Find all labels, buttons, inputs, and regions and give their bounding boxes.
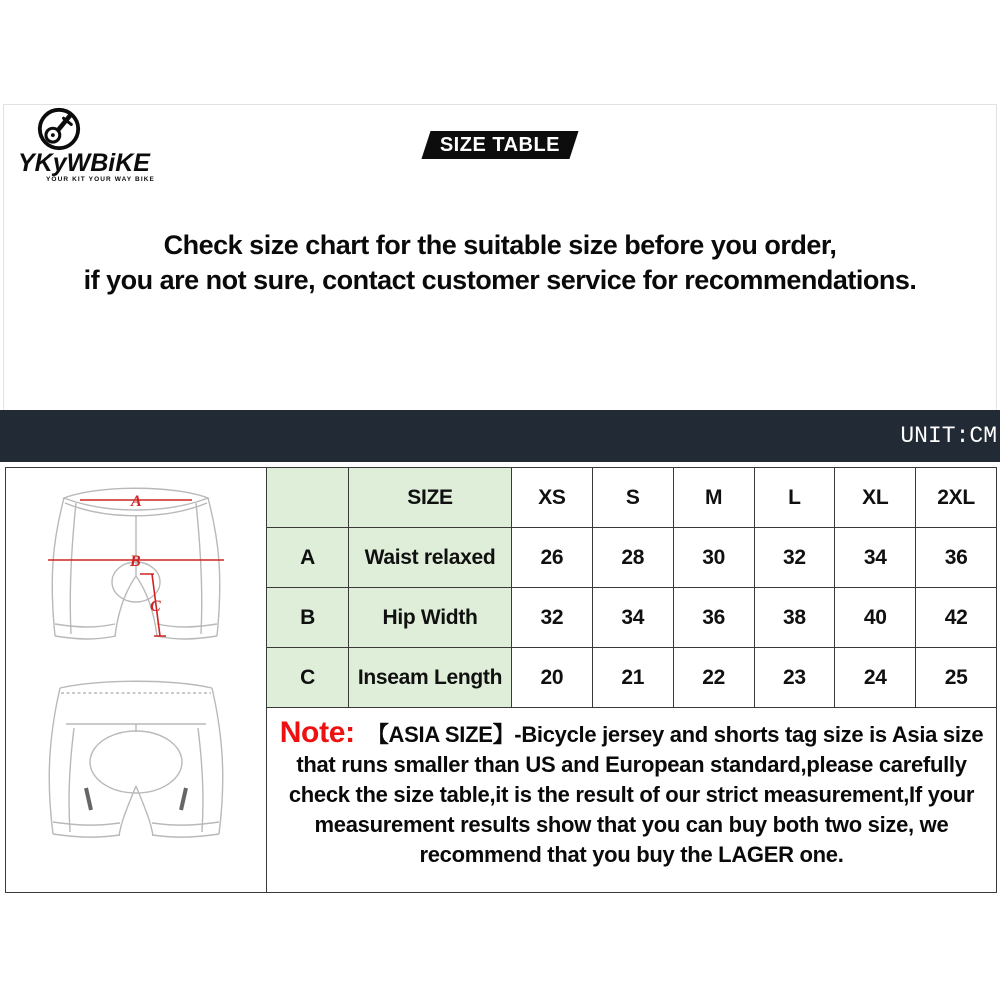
table-cell: 22: [674, 648, 754, 707]
unit-label: UNIT:CM: [900, 423, 997, 449]
header-cell-corner: [267, 468, 348, 527]
header-cell-size: SIZE: [349, 468, 511, 527]
brand-tagline: YOUR KIT YOUR WAY BIKE: [46, 176, 155, 183]
header-cell-xs: XS: [512, 468, 592, 527]
table-cell: 34: [835, 528, 915, 587]
intro-heading: [0, 228, 1000, 298]
table-cell: 36: [674, 588, 754, 647]
table-cell: 23: [755, 648, 835, 707]
table-cell: 24: [835, 648, 915, 707]
intro-heading-line2: if you are not sure, contact customer service for recommendations.: [83, 265, 917, 295]
shorts-front-diagram: [30, 476, 242, 672]
header-cell-xl: XL: [835, 468, 915, 527]
intro-heading-line1: Check size chart for the suitable size before you order,: [163, 230, 837, 260]
row-letter: B: [267, 588, 348, 647]
table-cell: 38: [755, 588, 835, 647]
table-cell: 26: [512, 528, 592, 587]
brand-logo: [18, 106, 218, 183]
table-cell: 28: [593, 528, 673, 587]
table-cell: 32: [512, 588, 592, 647]
note-text: 【ASIA SIZE】-Bicycle jersey and shorts tag size is Asia size that runs smaller than US and European standard,please carefully check the size table,it is the result of our strict measurement,If your measurement results show that you can buy both two size, we recommend that you buy the LAGER one.: [288, 722, 984, 867]
row-label: Waist relaxed: [349, 528, 511, 587]
row-label: Hip Width: [349, 588, 511, 647]
header-cell-m: M: [674, 468, 754, 527]
header-cell-s: S: [593, 468, 673, 527]
shorts-back-diagram: [30, 674, 242, 854]
size-table-banner-label: SIZE TABLE: [439, 133, 561, 156]
row-letter: C: [267, 648, 348, 707]
header-cell-l: L: [755, 468, 835, 527]
bike-rider-circle-icon: [36, 106, 82, 152]
table-cell: 25: [916, 648, 996, 707]
size-table-banner: [421, 131, 578, 159]
header-cell-2xl: 2XL: [916, 468, 996, 527]
row-label: Inseam Length: [349, 648, 511, 707]
table-cell: 32: [755, 528, 835, 587]
shorts-diagram-panel: [6, 468, 267, 892]
table-cell: 30: [674, 528, 754, 587]
size-chart-section: [5, 467, 997, 893]
table-cell: 20: [512, 648, 592, 707]
measure-label-a: A: [131, 493, 142, 510]
row-letter: A: [267, 528, 348, 587]
table-cell: 42: [916, 588, 996, 647]
table-cell: 36: [916, 528, 996, 587]
asia-size-note: [267, 708, 996, 892]
measure-label-b: B: [130, 553, 141, 570]
brand-name: YKyWBiKE: [18, 149, 150, 177]
size-table: [267, 468, 996, 708]
table-cell: 40: [835, 588, 915, 647]
note-label: Note:: [279, 716, 355, 749]
table-and-note: [267, 468, 996, 892]
table-cell: 21: [593, 648, 673, 707]
measure-label-c: C: [150, 598, 161, 615]
unit-bar: [0, 410, 1000, 462]
table-cell: 34: [593, 588, 673, 647]
